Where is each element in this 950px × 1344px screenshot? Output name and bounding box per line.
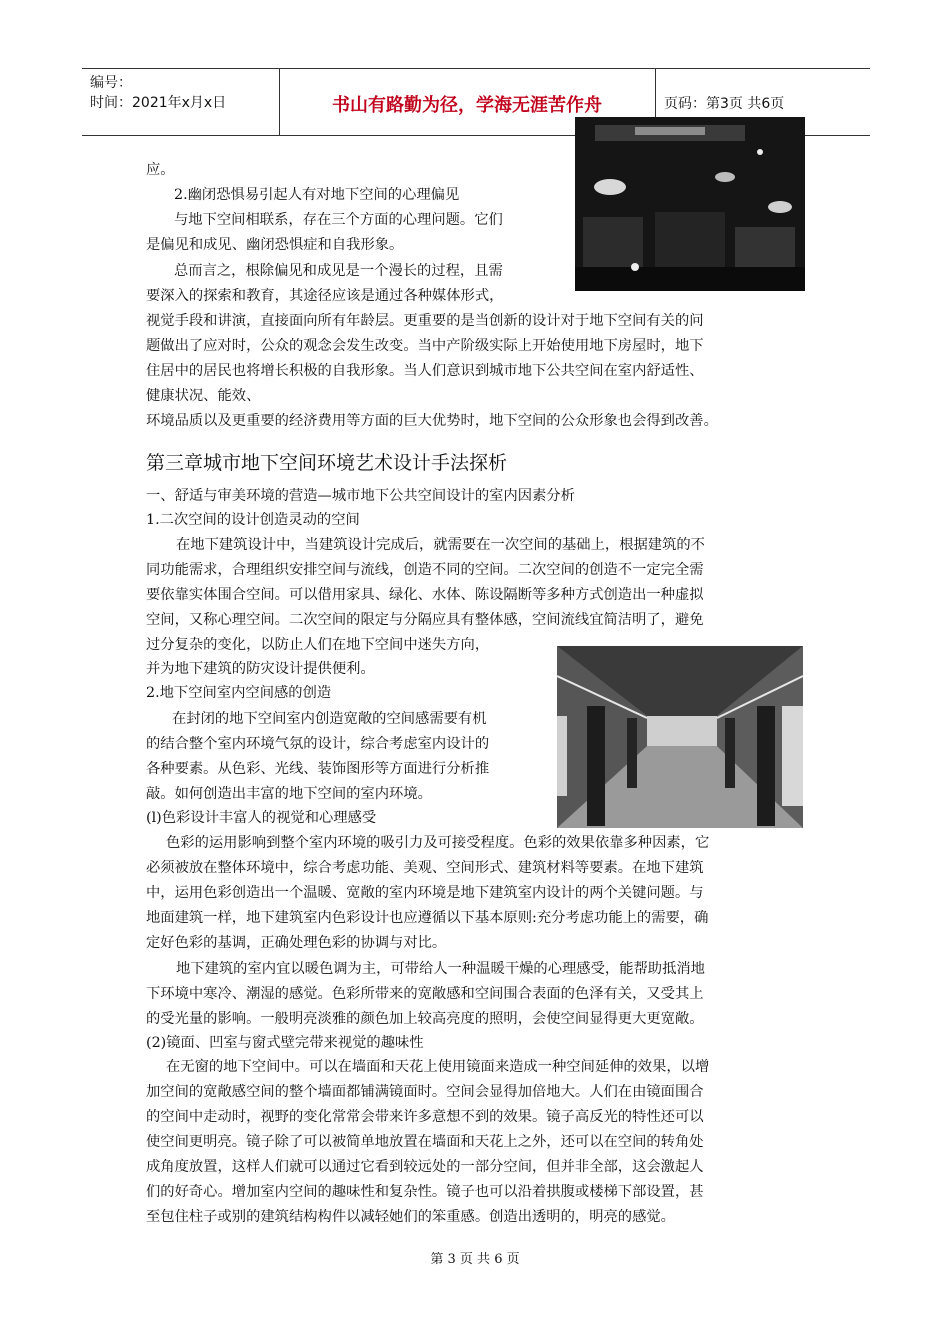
body-line: 是偏见和成见、幽闭恐惧症和自我形象。: [146, 237, 404, 253]
body-line: 各种要素。从色彩、光线、装饰图形等方面进行分析推: [146, 761, 490, 777]
body-line: 并为地下建筑的防灾设计提供便利。: [146, 661, 375, 677]
page-footer: 第 3 页 共 6 页: [430, 1252, 520, 1267]
body-line: 中，运用色彩创造出一个温暖、宽敞的室内环境是地下建筑室内设计的两个关键问题。与: [146, 885, 704, 901]
chapter-title: 第三章城市地下空间环境艺术设计手法探析: [146, 452, 508, 474]
code-label: 编号：: [90, 75, 132, 91]
header-motto: 书山有路勤为径，学海无涯苦作舟: [332, 95, 602, 116]
time-label: 时间：2021年x月x日: [90, 95, 227, 111]
underground-interior-photo: [575, 117, 805, 291]
body-line: 地面建筑一样，地下建筑室内色彩设计也应遵循以下基本原则:充分考虑功能上的需要，确: [146, 910, 709, 926]
subway-station-photo: [557, 646, 803, 828]
section-heading: (l)色彩设计丰富人的视觉和心理感受: [146, 810, 377, 826]
body-line: 健康状况、能效、: [146, 388, 261, 404]
section-heading: 2.地下空间室内空间感的创造: [146, 685, 332, 701]
body-line: 成角度放置，这样人们就可以通过它看到较远处的一部分空间，但并非全部，这会激起人: [146, 1159, 704, 1175]
body-line: 空间，又称心理空间。二次空间的限定与分隔应具有整体感，空间流线宜简洁明了，避免: [146, 612, 704, 628]
body-line: 们的好奇心。增加室内空间的趣味性和复杂性。镜子也可以沿着拱腹或楼梯下部设置，甚: [146, 1184, 704, 1200]
body-line: 环境品质以及更重要的经济费用等方面的巨大优势时，地下空间的公众形象也会得到改善。: [146, 413, 718, 429]
section-heading: 1.二次空间的设计创造灵动的空间: [146, 512, 360, 528]
body-line: 题做出了应对时，公众的观念会发生改变。当中产阶级实际上开始使用地下房屋时，地下: [146, 338, 704, 354]
section-heading: (2)镜面、凹室与窗式壁完带来视觉的趣味性: [146, 1035, 424, 1051]
body-line: 在封闭的地下空间室内创造宽敞的空间感需要有机: [172, 711, 487, 727]
body-line: 色彩的运用影响到整个室内环境的吸引力及可接受程度。色彩的效果依靠多种因素，它: [166, 835, 710, 851]
body-line: 使空间更明亮。镜子除了可以被简单地放置在墙面和天花上之外，还可以在空间的转角处: [146, 1134, 704, 1150]
body-line: 的结合整个室内环境气氛的设计，综合考虑室内设计的: [146, 736, 490, 752]
body-line: 应。: [146, 162, 175, 178]
body-line: 总而言之，根除偏见和成见是一个漫长的过程，且需: [174, 263, 503, 279]
body-line: 的受光量的影响。一般明亮淡雅的颜色加上较高亮度的照明，会使空间显得更大更宽敞。: [146, 1011, 704, 1027]
body-line: 视觉手段和讲演，直接面向所有年龄层。更重要的是当创新的设计对于地下空间有关的问: [146, 313, 704, 329]
body-line: 敲。如何创造出丰富的地下空间的室内环境。: [146, 786, 432, 802]
header-page-number: 页码：第3页 共6页: [664, 96, 785, 112]
body-line: 加空间的宽敞感空间的整个墙面都铺满镜面时。空间会显得加倍地大。人们在由镜面围合: [146, 1084, 704, 1100]
body-line: 在无窗的地下空间中。可以在墙面和天花上使用镜面来造成一种空间延伸的效果，以增: [166, 1059, 710, 1075]
body-line: 同功能需求，合理组织安排空间与流线，创造不同的空间。二次空间的创造不一定完全需: [146, 562, 704, 578]
body-line: 在地下建筑设计中，当建筑设计完成后，就需要在一次空间的基础上，根据建筑的不: [176, 537, 705, 553]
body-line: 要深入的探索和教育，其途径应该是通过各种媒体形式，: [146, 288, 504, 304]
section-heading: 一、舒适与审美环境的营造—城市地下公共空间设计的室内因素分析: [146, 488, 575, 504]
body-line: 过分复杂的变化，以防止人们在地下空间中迷失方向，: [146, 637, 490, 653]
header-divider: [279, 69, 280, 135]
body-line: 的空间中走动时，视野的变化常常会带来许多意想不到的效果。镜子高反光的特性还可以: [146, 1109, 704, 1125]
body-line: 下环境中寒冷、潮湿的感觉。色彩所带来的宽敞感和空间围合表面的色泽有关，又受其上: [146, 986, 704, 1002]
section-heading: 2.幽闭恐惧易引起人有对地下空间的心理偏见: [174, 187, 460, 203]
body-line: 住居中的居民也将增长积极的自我形象。当人们意识到城市地下公共空间在室内舒适性、: [146, 363, 704, 379]
body-line: 要依靠实体围合空间。可以借用家具、绿化、水体、陈设隔断等多种方式创造出一种虚拟: [146, 587, 704, 603]
body-line: 必须被放在整体环境中，综合考虑功能、美观、空间形式、建筑材料等要素。在地下建筑: [146, 860, 704, 876]
body-line: 定好色彩的基调，正确处理色彩的协调与对比。: [146, 935, 447, 951]
body-line: 地下建筑的室内宜以暖色调为主，可带给人一种温暖干燥的心理感受，能帮助抵消地: [176, 961, 705, 977]
body-line: 与地下空间相联系，存在三个方面的心理问题。它们: [174, 212, 503, 228]
header-meta: [90, 73, 226, 113]
body-line: 至包住柱子或别的建筑结构构件以减轻她们的笨重感。创造出透明的，明亮的感觉。: [146, 1209, 675, 1225]
